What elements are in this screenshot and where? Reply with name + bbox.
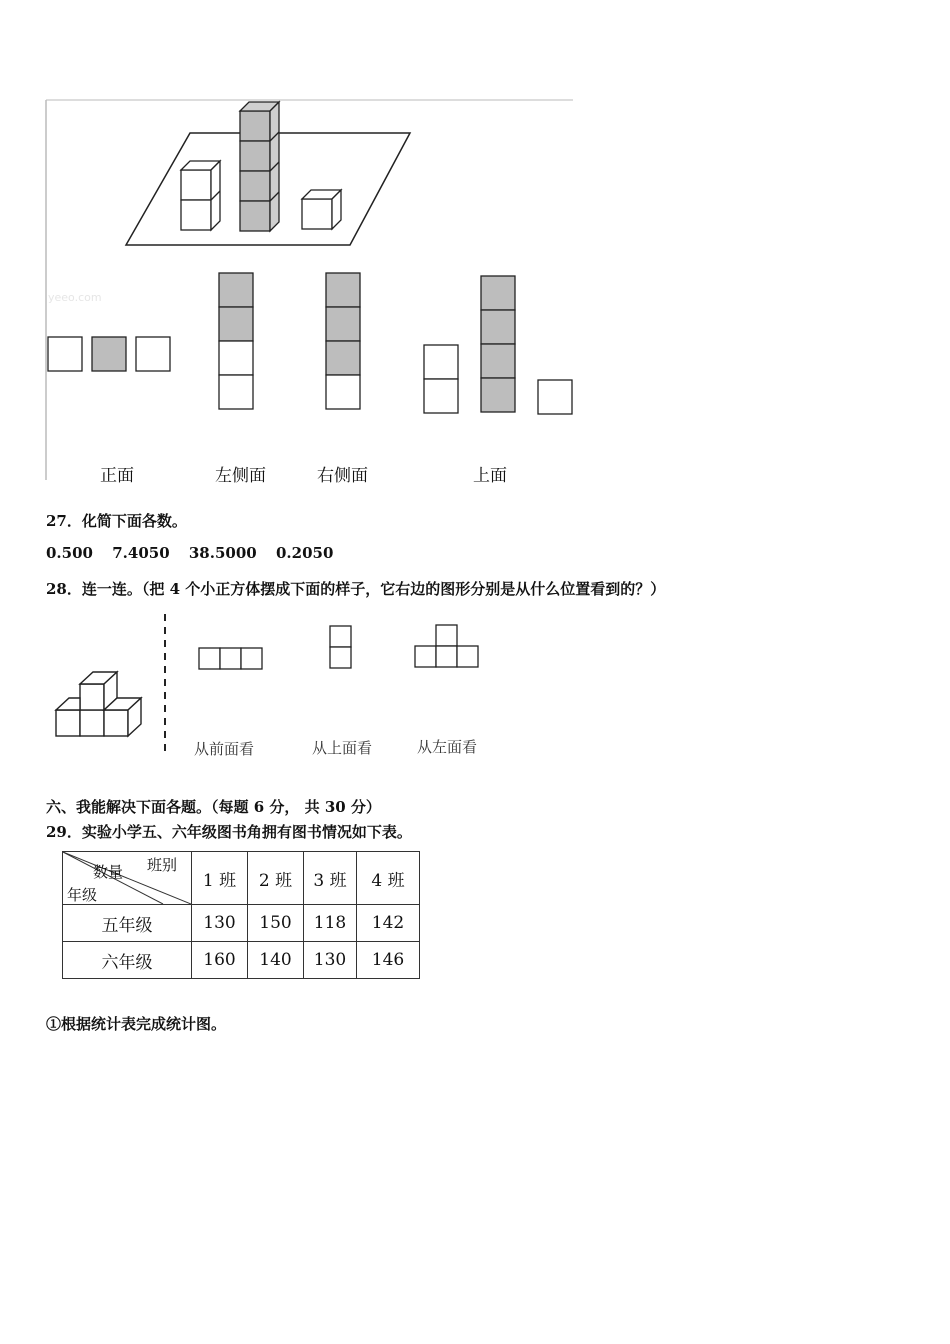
- watermark: yeeo.com: [48, 291, 102, 304]
- table-header-row: [63, 852, 420, 905]
- table-cell: 146: [357, 942, 420, 979]
- section-title: 六、我能解决下面各题。（每题 6 分， 共 30 分）: [46, 798, 381, 816]
- table-cell: 118: [304, 905, 357, 942]
- label-top-view: 上面: [473, 466, 507, 486]
- table-row: [63, 905, 420, 942]
- table-row: [63, 942, 420, 979]
- table-cell: 130: [192, 905, 248, 942]
- diagonal-header-cell: [63, 852, 192, 905]
- label-front-view: 正面: [100, 466, 134, 486]
- q27-text: 27．化简下面各数。: [46, 512, 187, 530]
- column-header: 1 班: [192, 852, 248, 905]
- label-left-view: 左侧面: [215, 466, 266, 486]
- header-class: 班别: [147, 856, 178, 874]
- q29-sub1: ①根据统计表完成统计图。: [46, 1015, 227, 1033]
- row-label: 五年级: [63, 905, 192, 942]
- label-from-top: 从上面看: [312, 739, 373, 757]
- table-cell: 140: [248, 942, 304, 979]
- q27-number: 0.500: [46, 544, 93, 562]
- header-quantity: 数量: [93, 863, 124, 881]
- column-header: 4 班: [357, 852, 420, 905]
- row-label: 六年级: [63, 942, 192, 979]
- q27-number: 7.4050: [112, 544, 170, 562]
- label-from-front: 从前面看: [194, 740, 255, 758]
- q29-text: 29．实验小学五、六年级图书角拥有图书情况如下表。: [46, 823, 412, 841]
- table-cell: 130: [304, 942, 357, 979]
- header-grade: 年级: [67, 886, 98, 904]
- q27-number: 0.2050: [275, 544, 334, 562]
- table-cell: 160: [192, 942, 248, 979]
- label-from-left: 从左面看: [417, 738, 478, 756]
- label-right-view: 右侧面: [317, 466, 368, 486]
- q28-text: 28．连一连。（把 4 个小正方体摆成下面的样子，它右边的图形分别是从什么位置看到的？）: [46, 580, 666, 598]
- table-cell: 150: [248, 905, 304, 942]
- cube-stack-drawing: [40, 95, 580, 495]
- column-header: 2 班: [248, 852, 304, 905]
- cube-views-figure: [40, 95, 580, 495]
- table-cell: 142: [357, 905, 420, 942]
- book-table: [62, 851, 420, 979]
- column-header: 3 班: [304, 852, 357, 905]
- q28-figure: [48, 608, 508, 768]
- q27-numbers: [46, 544, 347, 562]
- q27-number: 38.5000: [188, 544, 257, 562]
